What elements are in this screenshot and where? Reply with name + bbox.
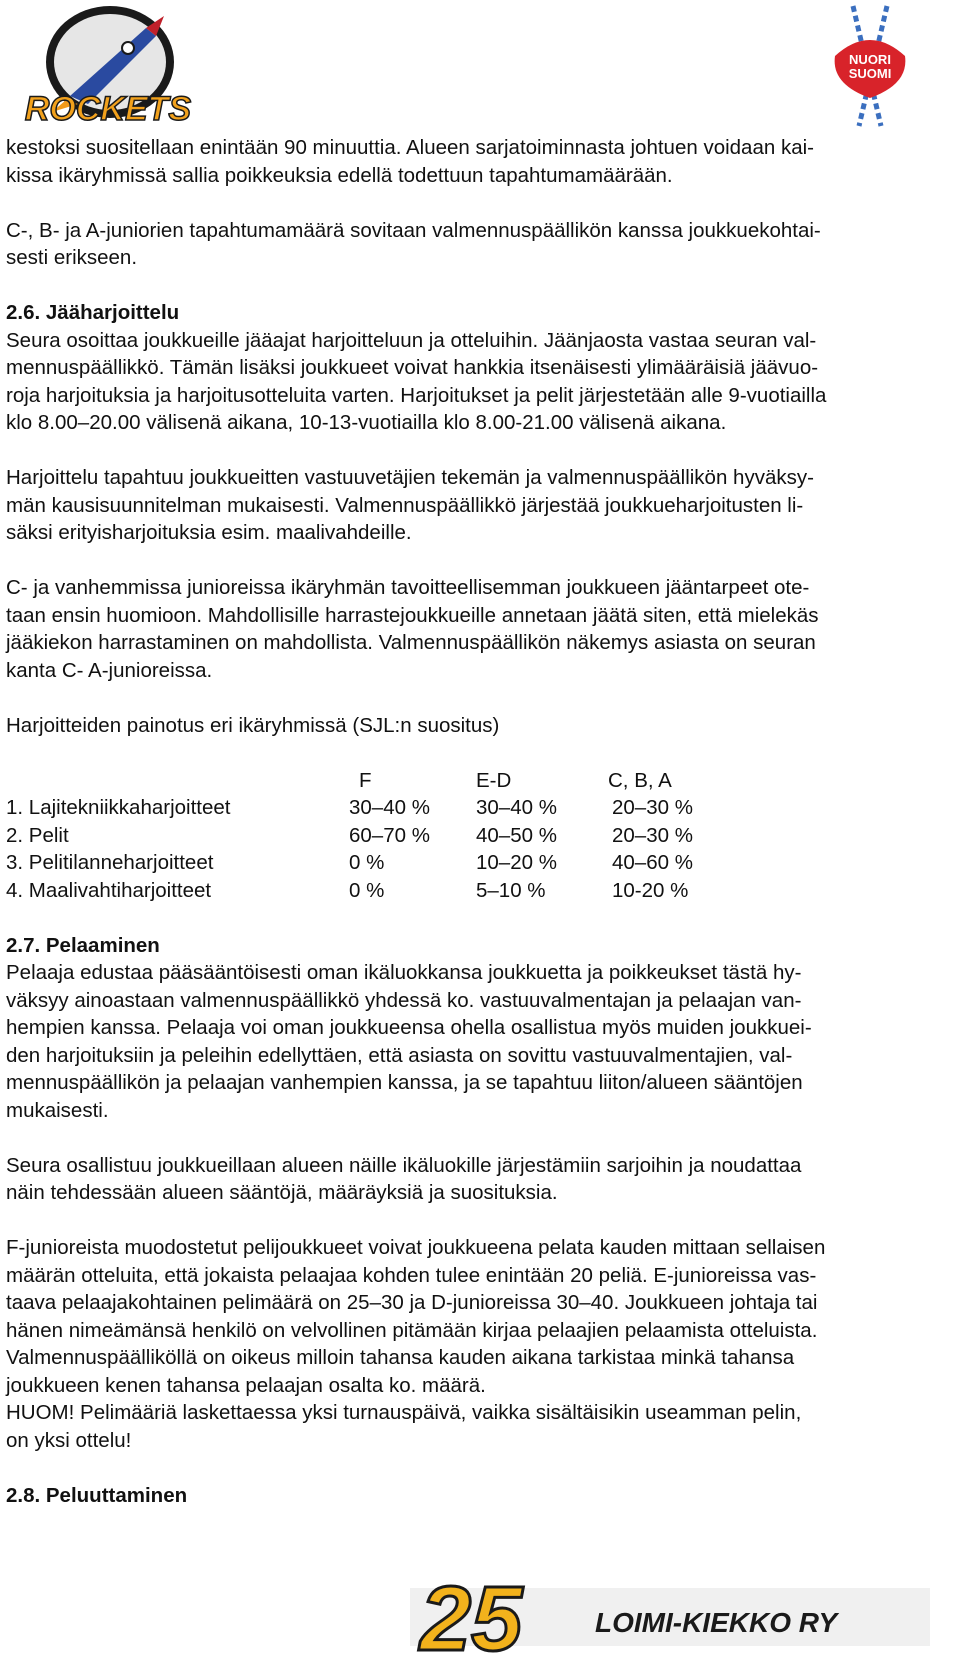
paragraph-event-count xyxy=(6,217,950,272)
table-header-cell: E-D xyxy=(476,768,512,792)
nuori-suomi-logo xyxy=(815,4,925,130)
text-line: Seura osoittaa joukkueille jääajat harjoitteluun ja otteluihin. Jäänjaosta vastaa seuran val- xyxy=(6,328,817,352)
nuori-suomi-line-1: NUORI xyxy=(849,52,891,67)
paragraph-game-limits xyxy=(6,1234,950,1454)
section-2-7 xyxy=(6,932,950,1125)
text-line: Seura osallistuu joukkueillaan alueen näille ikäluokille järjestämiin sarjoihin ja noudattaa xyxy=(6,1153,802,1177)
text-line: C- ja vanhemmissa junioreissa ikäryhmän tavoitteellisemman joukkueen jääntarpeet ote- xyxy=(6,576,810,599)
text-line: taava pelaajakohtainen pelimäärä on 25–30 ja D-junioreissa 30–40. Joukkueen johtaja tai xyxy=(6,1291,818,1314)
section-heading: 2.8. Peluuttaminen xyxy=(6,1483,188,1507)
loimi-kiekko-logo xyxy=(410,1560,930,1675)
section-heading: 2.6. Jääharjoittelu xyxy=(6,301,180,324)
text-line: hänen nimeämänsä henkilö on velvollinen pitämään kirjaa pelaajien pelaamista otteluista. xyxy=(6,1318,818,1342)
section-2-8 xyxy=(6,1482,950,1510)
text-line: sesti erikseen. xyxy=(6,246,138,269)
table-cell: 0 % xyxy=(349,878,385,902)
club-name: LOIMI-KIEKKO RY xyxy=(595,1607,838,1638)
text-line: kestoksi suositellaan enintään 90 minuuttia. Alueen sarjatoiminnasta johtuen voidaan kai- xyxy=(6,136,814,159)
table-header-row xyxy=(6,767,950,795)
text-line: män kausisuunnitelman mukaisesti. Valmennuspäällikkö järjestää joukkueharjoitusten li- xyxy=(6,493,804,517)
rockets-logo xyxy=(8,4,208,130)
text-line: HUOM! Pelimääriä laskettaessa yksi turnauspäivä, vaikka sisältäisikin useamman pelin, xyxy=(6,1401,802,1424)
text-line: Valmennuspäälliköllä on oikeus milloin tahansa kauden aikana tarkistaa minkä tahansa xyxy=(6,1346,795,1369)
table-cell: 5–10 % xyxy=(476,878,546,902)
text-line: joukkueen kenen tahansa pelaajan osalta ko. määrä. xyxy=(6,1373,486,1397)
table-cell: 0 % xyxy=(349,851,385,874)
table-cell: 40–60 % xyxy=(612,851,693,874)
table-cell: 30–40 % xyxy=(349,796,430,819)
paragraph-training-plan xyxy=(6,464,950,547)
text-line: kissa ikäryhmissä sallia poikkeuksia edellä todettuun tapahtumamäärään. xyxy=(6,163,673,187)
table-row xyxy=(6,822,950,850)
table-row xyxy=(6,877,950,905)
table-cell: 40–50 % xyxy=(476,823,557,847)
rockets-wordmark: ROCKETS xyxy=(24,90,192,128)
text-line: on yksi ottelu! xyxy=(6,1428,132,1452)
table-header-cell: C, B, A xyxy=(608,768,672,792)
text-line: klo 8.00–20.00 välisenä aikana, 10-13-vuotiailla klo 8.00-21.00 välisenä aikana. xyxy=(6,411,727,434)
text-line: väksyy ainoastaan valmennuspäällikkö yhdessä ko. vastuuvalmentajan ja pelaajan van- xyxy=(6,988,802,1012)
table-cell: 20–30 % xyxy=(612,823,693,847)
text-line: hempien kanssa. Pelaaja voi oman joukkueensa ohella osallistua myös muiden joukkuei- xyxy=(6,1016,812,1039)
text-line: säksi erityisharjoituksia esim. maalivahdeille. xyxy=(6,521,412,544)
table-cell: 30–40 % xyxy=(476,796,557,819)
text-line: määrän otteluita, että jokaista pelaajaa kohden tulee enintään 20 peliä. E-junioreissa vas- xyxy=(6,1263,817,1287)
table-header-cell: F xyxy=(359,768,372,792)
text-line: den harjoituksiin ja peleihin edellyttäen, että asiasta on sovittu vastuuvalmentajien, val- xyxy=(6,1043,793,1067)
paragraph-table-caption xyxy=(6,712,950,740)
table-cell: 20–30 % xyxy=(612,796,693,819)
text-line: mukaisesti. xyxy=(6,1098,109,1122)
text-line: roja harjoituksia ja harjoitusotteluita varten. Harjoitukset ja pelit järjestetään alle 9-vuotiailla xyxy=(6,383,827,407)
page-header xyxy=(0,0,960,134)
text-line: mennuspäällikön ja pelaajan vanhempien kanssa, ja se tapahtuu liiton/alueen sääntöjen xyxy=(6,1071,803,1094)
table-cell: 10–20 % xyxy=(476,851,557,874)
text-line: taan ensin huomioon. Mahdollisille harrastejoukkueille annetaan jäätä siten, että mielekäs xyxy=(6,603,819,627)
text-line: F-junioreista muodostetut pelijoukkueet voivat joukkueena pelata kauden mittaan sellaisen xyxy=(6,1236,826,1259)
paragraph-event-duration xyxy=(6,134,950,189)
text-line: Pelaaja edustaa pääsääntöisesti oman ikäluokkansa joukkuetta ja poikkeukset tästä hy- xyxy=(6,961,802,984)
table-cell: 60–70 % xyxy=(349,823,430,847)
table-row-label: 2. Pelit xyxy=(6,823,69,847)
text-line: kanta C- A-junioreissa. xyxy=(6,658,213,682)
table-row-label: 3. Pelitilanneharjoitteet xyxy=(6,851,214,874)
table-row xyxy=(6,849,950,877)
text-line: mennuspäällikkö. Tämän lisäksi joukkueet voivat hankkia itsenäisesti ylimääräisiä jäävuo- xyxy=(6,356,819,379)
text-line: Harjoittelu tapahtuu joukkueitten vastuuvetäjien tekemän ja valmennuspäällikön hyväksy- xyxy=(6,466,814,489)
table-row-label: 1. Lajitekniikkaharjoitteet xyxy=(6,796,231,819)
table-row-label: 4. Maalivahtiharjoitteet xyxy=(6,878,212,902)
table-caption: Harjoitteiden painotus eri ikäryhmissä (SJL:n suositus) xyxy=(6,713,500,737)
text-line: jääkiekon harrastaminen on mahdollista. Valmennuspäällikön näkemys asiasta on seuran xyxy=(6,631,816,654)
text-line: näin tehdessään alueen sääntöjä, määräyksiä ja suosituksia. xyxy=(6,1181,558,1204)
training-emphasis-table xyxy=(6,767,950,905)
document-body xyxy=(6,134,950,1537)
section-heading: 2.7. Pelaaminen xyxy=(6,933,160,957)
nuori-suomi-line-2: SUOMI xyxy=(848,66,892,81)
text-line: C-, B- ja A-juniorien tapahtumamäärä sovitaan valmennuspäällikön kanssa joukkuekohtai- xyxy=(6,218,821,242)
section-2-6 xyxy=(6,299,950,437)
anniversary-number: 25 xyxy=(420,1568,523,1670)
table-row xyxy=(6,794,950,822)
page-footer xyxy=(0,1560,960,1678)
paragraph-league-participation xyxy=(6,1152,950,1207)
paragraph-ice-needs xyxy=(6,574,950,684)
table-cell: 10-20 % xyxy=(612,878,689,902)
